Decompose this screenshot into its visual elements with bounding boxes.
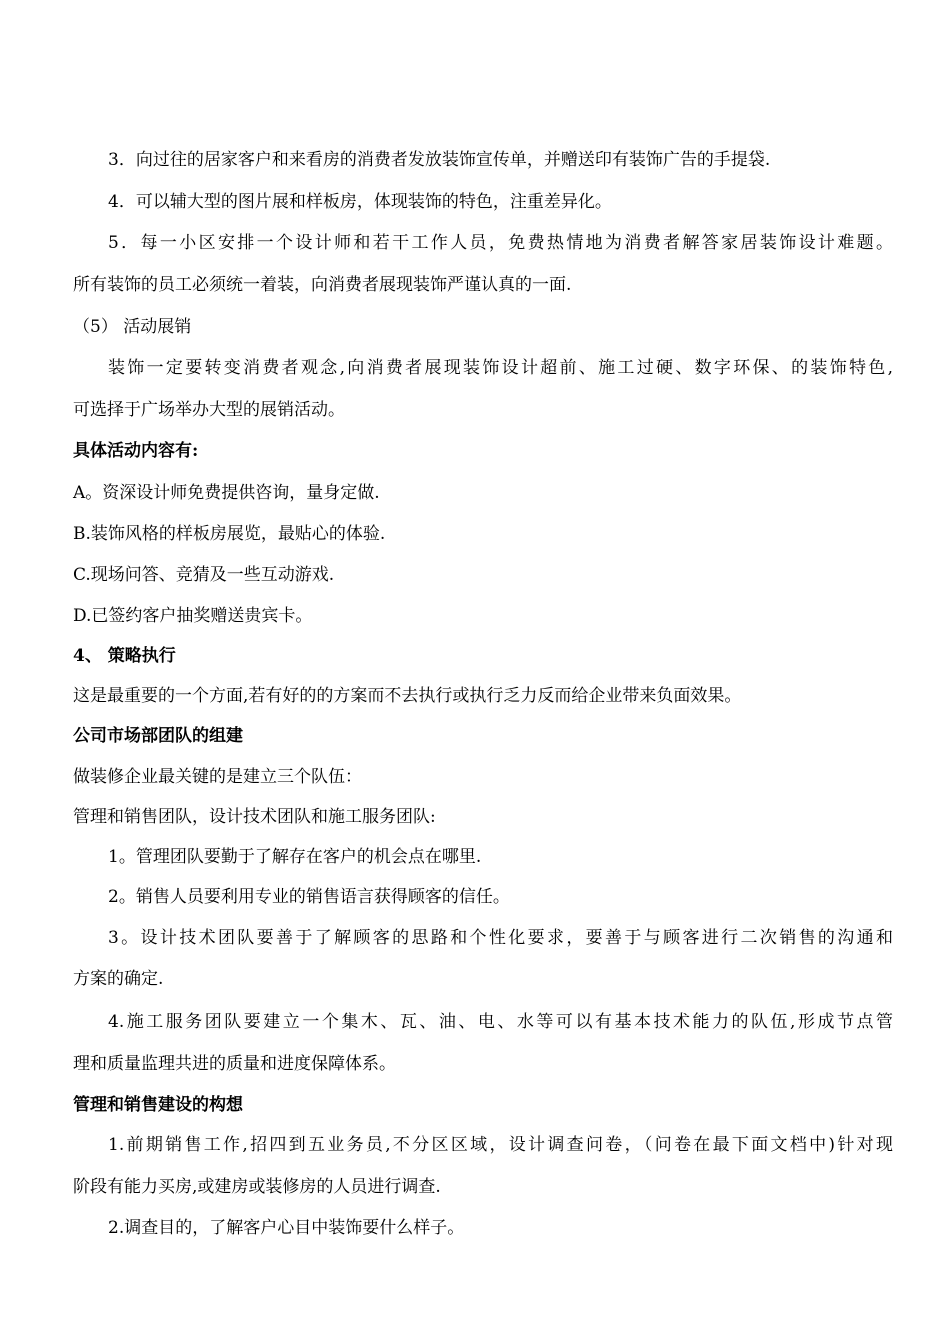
- list-item: A。资深设计师免费提供咨询，量身定做.: [73, 483, 380, 503]
- list-item: 2.调查目的，了解客户心目中装饰要什么样子。: [108, 1218, 465, 1238]
- section-heading: 具体活动内容有:: [73, 441, 199, 461]
- paragraph-line: 管理和销售团队，设计技术团队和施工服务团队:: [73, 807, 436, 827]
- paragraph-line: 可选择于广场举办大型的展销活动。: [73, 400, 345, 420]
- list-item: 1.前期销售工作,招四到五业务员,不分区区域，设计调查问卷，（问卷在最下面文档中)针对现: [108, 1135, 893, 1155]
- paragraph-line: 装饰一定要转变消费者观念,向消费者展现装饰设计超前、施工过硬、数字环保、的装饰特色,: [108, 358, 893, 378]
- paragraph-line: 4．可以辅大型的图片展和样板房，体现装饰的特色，注重差异化。: [108, 192, 612, 212]
- paragraph-line: 5．每一小区安排一个设计师和若干工作人员，免费热情地为消费者解答家居装饰设计难题。: [108, 233, 893, 253]
- paragraph-line: 理和质量监理共进的质量和进度保障体系。: [73, 1054, 396, 1074]
- list-item: B.装饰风格的样板房展览，最贴心的体验.: [73, 524, 386, 544]
- section-heading: 公司市场部团队的组建: [73, 726, 243, 746]
- list-item: C.现场问答、竞猜及一些互动游戏.: [73, 565, 335, 585]
- paragraph-line: 3．向过往的居家客户和来看房的消费者发放装饰宣传单，并赠送印有装饰广告的手提袋.: [108, 150, 771, 170]
- list-item: 1。管理团队要勤于了解存在客户的机会点在哪里.: [108, 847, 482, 867]
- section-subheading: （5） 活动展销: [73, 317, 192, 337]
- paragraph-line: 方案的确定.: [73, 969, 164, 989]
- list-item: D.已签约客户抽奖赠送贵宾卡。: [73, 606, 313, 626]
- list-item: 4.施工服务团队要建立一个集木、瓦、油、电、水等可以有基本技术能力的队伍,形成节点管: [108, 1012, 893, 1032]
- section-heading: 4、 策略执行: [73, 646, 176, 666]
- list-item: 3。设计技术团队要善于了解顾客的思路和个性化要求，要善于与顾客进行二次销售的沟通和: [108, 928, 893, 948]
- section-heading: 管理和销售建设的构想: [73, 1095, 243, 1115]
- paragraph-line: 所有装饰的员工必须统一着装，向消费者展现装饰严谨认真的一面.: [73, 275, 572, 295]
- paragraph-line: 这是最重要的一个方面,若有好的的方案而不去执行或执行乏力反而给企业带来负面效果。: [73, 686, 742, 706]
- paragraph-line: 阶段有能力买房,或建房或装修房的人员进行调查.: [73, 1177, 441, 1197]
- list-item: 2。销售人员要利用专业的销售语言获得顾客的信任。: [108, 887, 510, 907]
- paragraph-line: 做装修企业最关键的是建立三个队伍：: [73, 767, 362, 787]
